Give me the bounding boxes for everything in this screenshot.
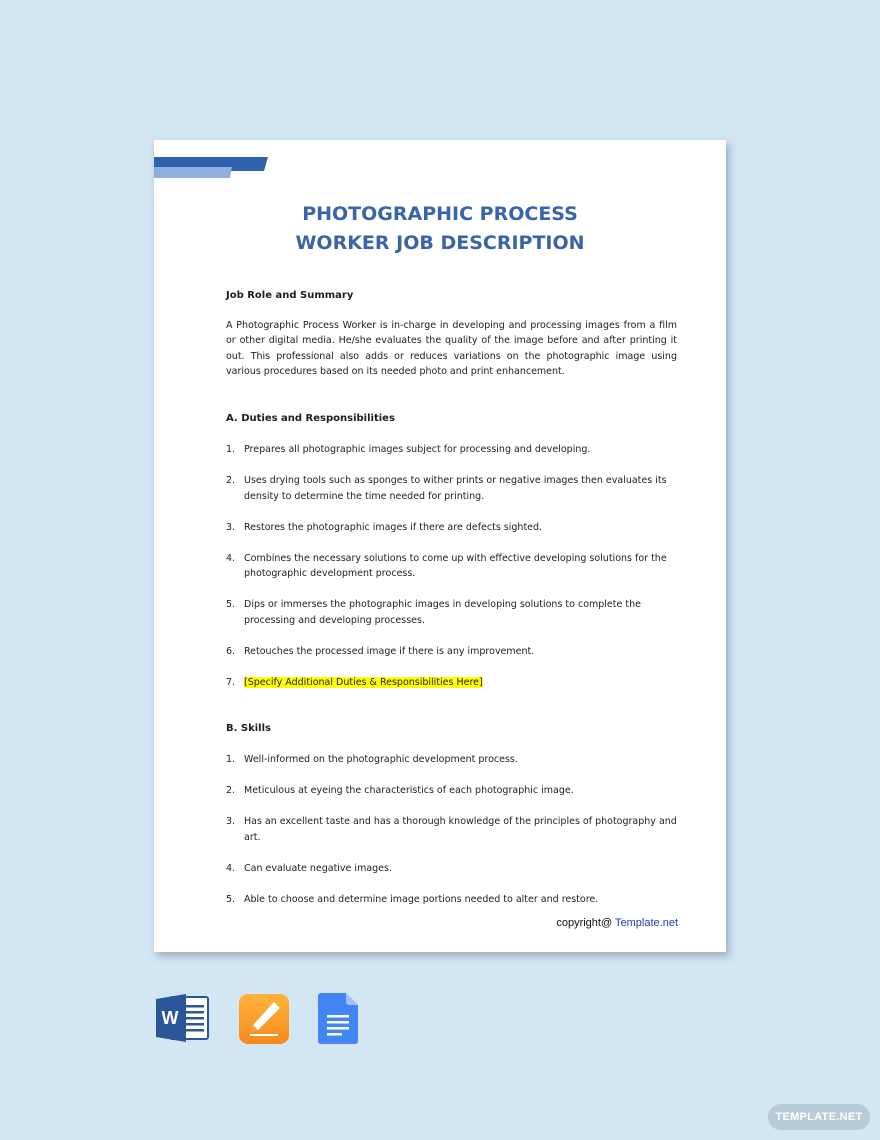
item-number: 5.	[226, 893, 236, 905]
item-text: Restores the photographic images if there are defects sighted.	[244, 521, 543, 533]
decorative-header-bars	[154, 140, 274, 185]
list-item	[226, 551, 677, 582]
pages-icon[interactable]	[238, 993, 290, 1045]
list-item	[226, 892, 677, 908]
item-text: Combines the necessary solutions to come up with effective developing solutions for the photographic development process.	[244, 552, 667, 580]
title-line-2: WORKER JOB DESCRIPTION	[295, 232, 585, 254]
item-text: Can evaluate negative images.	[244, 862, 392, 874]
title-line-1: PHOTOGRAPHIC PROCESS	[302, 203, 578, 225]
item-number: 4.	[226, 862, 236, 874]
copyright-notice	[556, 917, 678, 929]
document-title	[154, 200, 726, 258]
copyright-brand-link[interactable]: Template.net	[615, 917, 678, 929]
document-body	[226, 288, 677, 907]
item-number: 7.	[226, 676, 236, 688]
item-text: Has an excellent taste and has a thorough knowledge of the principles of photography and art.	[244, 816, 677, 843]
list-item	[226, 473, 677, 504]
list-item	[226, 861, 677, 877]
item-number: 2.	[226, 474, 236, 486]
list-item	[226, 752, 677, 768]
item-text: Able to choose and determine image portions needed to alter and restore.	[244, 893, 599, 905]
list-item	[226, 520, 677, 536]
word-icon[interactable]	[156, 993, 210, 1043]
list-item	[226, 783, 677, 799]
google-docs-icon[interactable]	[318, 993, 358, 1045]
copyright-prefix: copyright@	[556, 917, 616, 929]
item-text: Dips or immerses the photographic images in developing solutions to complete the processing and developing processes.	[244, 599, 641, 626]
item-number: 1.	[226, 754, 236, 766]
item-number: 3.	[226, 521, 236, 533]
item-text: Well-informed on the photographic development process.	[244, 754, 518, 766]
item-number: 1.	[226, 443, 236, 455]
list-item	[226, 814, 677, 845]
template-net-watermark: TEMPLATE.NET	[768, 1104, 870, 1130]
item-number: 6.	[226, 645, 236, 657]
item-number: 3.	[226, 816, 236, 828]
list-item	[226, 442, 677, 458]
summary-text: A Photographic Process Worker is in-charge in developing and processing images from a film or other digital media. He/she evaluates the quality of the image before and after printing it out. This professional also adds or reduces variations on the photographic image using various procedures based on its needed photo and print enhancement.	[226, 319, 677, 378]
item-text: Retouches the processed image if there is any improvement.	[244, 645, 535, 657]
item-text: Meticulous at eyeing the characteristics of each photographic image.	[244, 785, 574, 797]
list-item	[226, 675, 677, 691]
deco-bar-light	[154, 167, 232, 178]
highlighted-placeholder-text: [Specify Additional Duties & Responsibilities Here]	[244, 676, 483, 688]
duties-heading: A. Duties and Responsibilities	[226, 412, 395, 424]
item-number: 2.	[226, 785, 236, 797]
list-item	[226, 644, 677, 660]
skills-list	[226, 752, 677, 907]
document-page	[154, 140, 726, 952]
item-text: Prepares all photographic images subject for processing and developing.	[244, 443, 591, 455]
item-number: 5.	[226, 599, 236, 611]
item-number: 4.	[226, 552, 236, 564]
word-icon-letter: W	[161, 1008, 179, 1028]
skills-heading: B. Skills	[226, 723, 271, 735]
summary-heading: Job Role and Summary	[226, 290, 354, 301]
item-text: Uses drying tools such as sponges to wither prints or negative images then evaluates its density to determine the time needed for printing.	[244, 474, 667, 502]
list-item	[226, 597, 677, 628]
duties-list	[226, 442, 677, 690]
